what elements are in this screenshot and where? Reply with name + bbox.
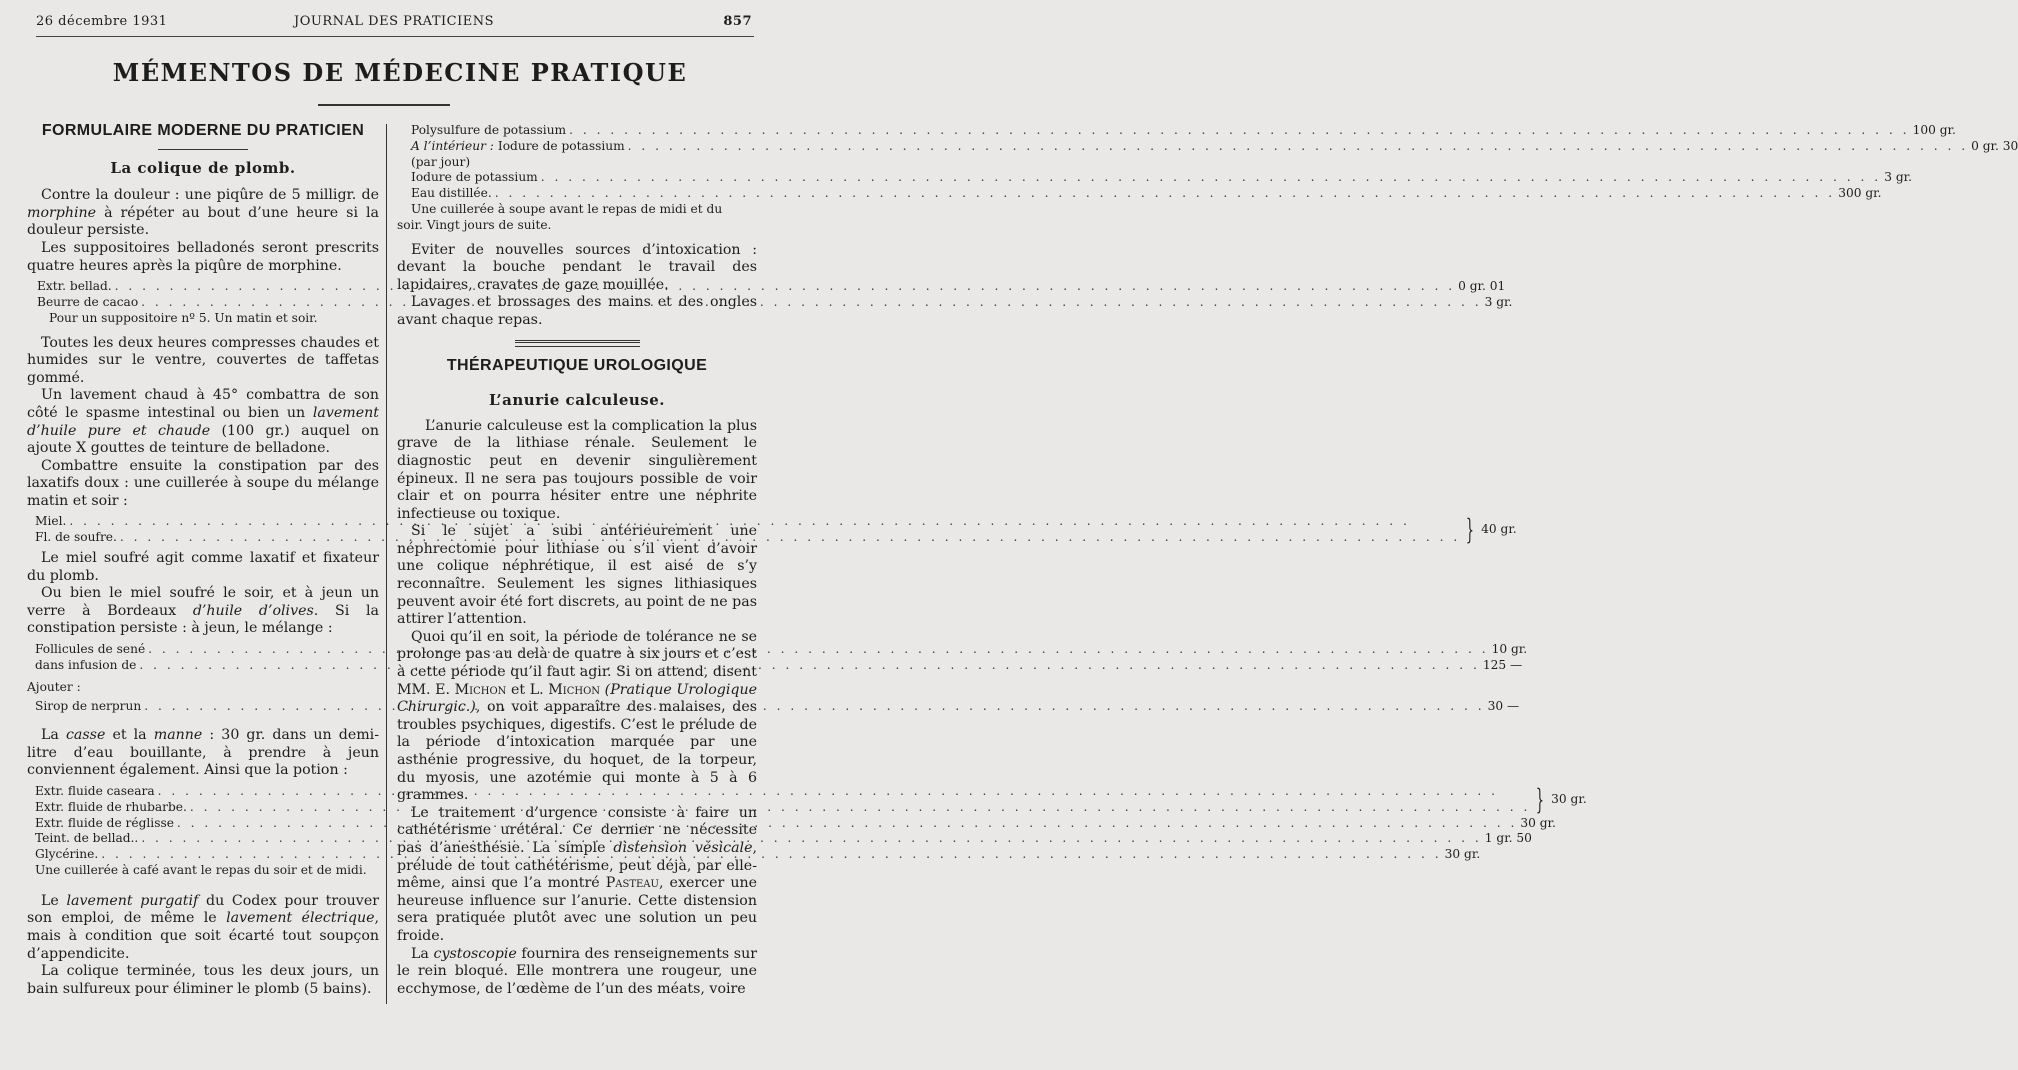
- rx-item: dans infusion de . . . 125 —: [35, 658, 379, 674]
- paragraph: L’anurie calculeuse est la complication la plus grave de la lithiase rénale. Seulement le diagnostic peut en devenir singulièrement épineux. Il ne sera pas toujours possible de voir clair et on pourra hésiter entre une néphrite infectieuse ou toxique.: [397, 417, 757, 522]
- article-title-colique: La colique de plomb.: [110, 158, 296, 177]
- rx-item: Beurre de cacao . . . 3 gr.: [37, 295, 379, 311]
- brace-icon: }: [1466, 513, 1475, 547]
- rx-item: Extr. fluide de réglisse . . . 30 gr.: [35, 816, 333, 832]
- rx-item: Polysulfure de potassium . . . 100 gr.: [411, 123, 749, 139]
- rx-quantity: 30 gr.: [1551, 791, 1587, 806]
- article-title-anurie: L’anurie calculeuse.: [488, 391, 666, 410]
- rx-note: Une cuillerée à soupe avant le repas de midi et du soir. Vingt jours de suite.: [397, 201, 723, 232]
- rx-item: Glycérine. . . . 30 gr.: [35, 847, 333, 863]
- rx-item: Iodure de potassium . . . 3 gr.: [411, 170, 749, 186]
- paragraph: Combattre ensuite la constipation par des laxatifs doux : une cuillerée à soupe du mélange matin et soir :: [27, 457, 379, 509]
- page-title: MÉMENTOS DE MÉDECINE PRATIQUE: [112, 58, 688, 87]
- paragraph: Contre la douleur : une piqûre de 5 milligr. de morphine à répéter au bout d’une heure si la douleur persiste.: [27, 187, 379, 239]
- section-title-formulaire: FORMULAIRE MODERNE DU PRATICIEN: [41, 122, 365, 139]
- rx-item: Teint. de bellad.. . . . 1 gr. 50: [35, 831, 353, 847]
- rx-item: A l’intérieur : Iodure de potassium . . . 0 gr. 30: [411, 139, 749, 155]
- paragraph: Le miel soufré agit comme laxatif et fixateur du plomb.: [27, 550, 379, 584]
- paragraph: Quoi qu’il en soit, la période de tolérance ne se prolonge pas au delà de quatre à six jours et c’est à cette période qu’il faut agir. Si on attend, disent MM. E. Michon et L. Michon (Pratique Urologique Chirurgic.), on voit apparaître des malaises, des troubles psychiques, digestifs. C’est le prélude de la période d’intoxication marquée par une asthénie progressive, du hoquet, de la torpeur, du myosis, une azotémie qui monte à 5 à 6 grammes.: [397, 628, 758, 804]
- paragraph: Les suppositoires belladonés seront prescrits quatre heures après la piqûre de morphine.: [27, 239, 379, 274]
- paragraph: Le lavement purgatif du Codex pour trouver son emploi, de même le lavement électrique, mais à condition que soit écarté tout soupçon d’appendicite.: [27, 892, 380, 962]
- paragraph: Si le sujet a subi antérieurement une néphrectomie pour lithiase ou s’il vient d’avoir une colique néphrétique, il est aisé de s’y reconnaître. Seulement les signes lithiasiques peuvent avoir été fort discrets, au point de ne pas attirer l’attention.: [397, 523, 757, 628]
- header-rule: [36, 36, 754, 37]
- rx-item: Fl. de soufre. . . .: [35, 530, 1463, 546]
- prescription-miel: [35, 513, 1517, 547]
- rx-item: Extr. fluide de rhubarbe. . . .: [35, 800, 1533, 816]
- rx-item: Extr. bellad. . . . 0 gr. 01: [37, 279, 379, 295]
- paragraph: La casse et la manne : 30 gr. dans un demi-litre d’eau bouillante, à prendre à jeun conviennent également. Ainsi que la potion :: [27, 727, 380, 779]
- rx-item: Extr. fluide caseara . . .: [35, 784, 1533, 800]
- brace-icon: }: [1536, 782, 1545, 816]
- rx-note: Une cuillerée à café avant le repas du soir et de midi.: [35, 863, 367, 877]
- section-rule: [158, 149, 248, 150]
- rx-item: Follicules de sené . . . 10 gr.: [35, 642, 379, 658]
- rx-par-jour: (par jour): [411, 154, 471, 169]
- header-page-number: 857: [723, 14, 752, 29]
- rx-ajouter: Ajouter :: [27, 679, 81, 694]
- column-divider: [386, 124, 387, 1004]
- prescription-sene: [27, 642, 1528, 715]
- header-journal: JOURNAL DES PRATICIENS: [294, 14, 494, 29]
- section-separator: [515, 340, 640, 347]
- header-date: 26 décembre 1931: [36, 14, 168, 29]
- rx-note: Pour un suppositoire nº 5. Un matin et soir.: [49, 310, 318, 325]
- paragraph: Eviter de nouvelles sources d’intoxication : devant la bouche pendant le travail des lapidaires, cravates de gaze mouillée.: [397, 241, 757, 293]
- title-rule: [318, 104, 450, 106]
- prescription-polysulfure: [397, 123, 2018, 234]
- paragraph: Lavages et brossages des mains et des ongles avant chaque repas.: [397, 294, 757, 328]
- rx-item: Sirop de nerprun . . . 30 —: [35, 699, 379, 715]
- section-title-urologique: THÉRAPEUTIQUE UROLOGIQUE: [446, 356, 708, 374]
- paragraph: Ou bien le miel soufré le soir, et à jeun un verre à Bordeaux d’huile d’olives. Si la constipation persiste : à jeun, le mélange :: [27, 585, 380, 637]
- rx-item: Eau distillée. . . . 300 gr.: [411, 186, 749, 202]
- paragraph: Un lavement chaud à 45° combattra de son côté le spasme intestinal ou bien un lavement d’huile pure et chaude (100 gr.) auquel on ajoute X gouttes de teinture de belladone.: [27, 387, 379, 457]
- rx-brace-group: [35, 782, 1587, 816]
- paragraph: Toutes les deux heures compresses chaudes et humides sur le ventre, couvertes de taffetas gommé.: [27, 334, 379, 386]
- paragraph: Le traitement d’urgence consiste à faire un cathétérisme urétéral. Ce dernier ne nécessite pas d’anesthésie. La simple distension vésicale, prélude de tout cathétérisme, peut déjà, par elle-même, ainsi que l’a montré Pasteau, exercer une heureuse influence sur l’anurie. Cette distension sera pratiquée plutôt avec une solution un peu froide.: [397, 804, 757, 944]
- rx-item: Miel. . . .: [35, 514, 1463, 530]
- paragraph: La colique terminée, tous les deux jours, un bain sulfureux pour éliminer le plomb (5 bains).: [27, 963, 379, 997]
- rx-quantity: 40 gr.: [1481, 522, 1517, 537]
- paragraph: La cystoscopie fournira des renseignements sur le rein bloqué. Elle montrera une rougeur, une ecchymose, de l’œdème de l’un des méats, voire: [397, 945, 757, 997]
- running-header: [36, 14, 752, 34]
